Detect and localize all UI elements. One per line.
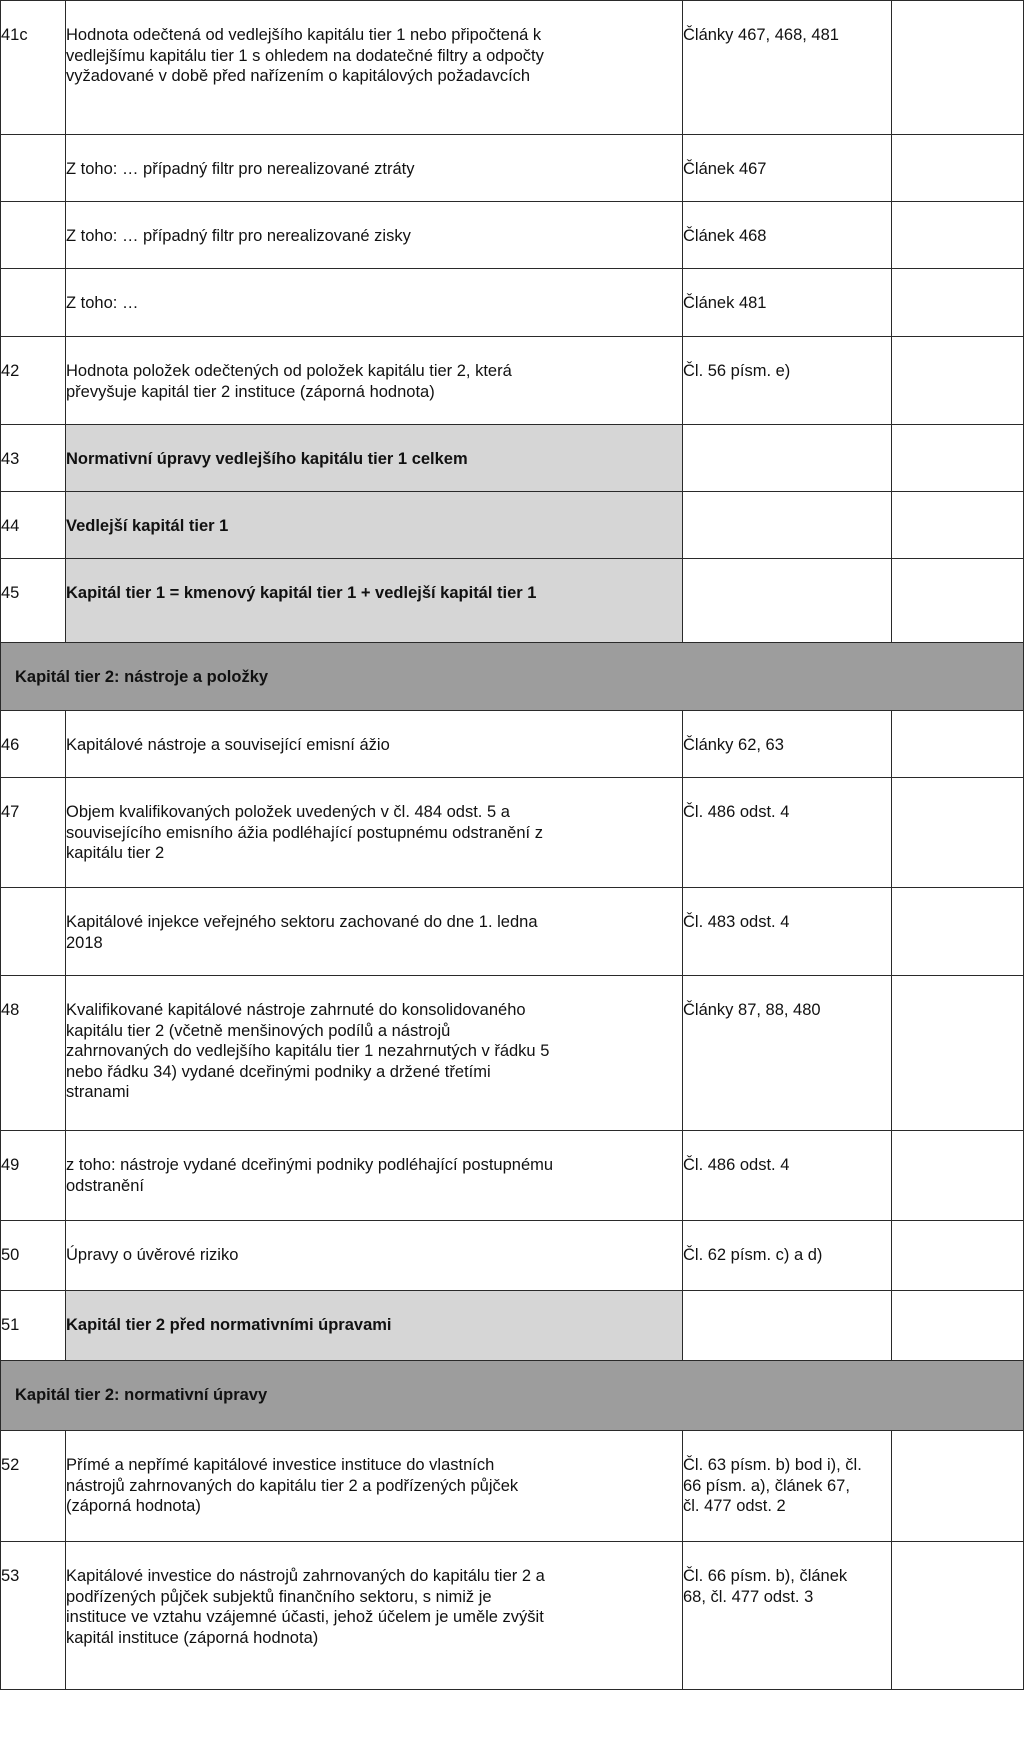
value-cell <box>892 1131 1024 1221</box>
table-row <box>1 135 1024 202</box>
value-cell <box>892 1542 1024 1690</box>
value-cell <box>892 888 1024 976</box>
regulation-reference: Čl. 483 odst. 4 <box>683 888 892 976</box>
table-row <box>1 337 1024 425</box>
value-cell <box>892 1291 1024 1361</box>
regulation-reference <box>683 492 892 559</box>
value-cell <box>892 778 1024 888</box>
value-cell <box>892 976 1024 1131</box>
table-row <box>1 269 1024 337</box>
regulation-reference: Čl. 62 písm. c) a d) <box>683 1221 892 1291</box>
table-row <box>1 1 1024 135</box>
row-description: Hodnota odečtená od vedlejšího kapitálu tier 1 nebo připočtená k vedlejšímu kapitálu tier 1 s ohledem na dodatečné filtry a odpočty vyžadované v době před nařízením o kapitálových požadavcích <box>66 1 683 135</box>
row-number: 46 <box>1 711 66 778</box>
section-header-row <box>1 643 1024 711</box>
value-cell <box>892 559 1024 643</box>
row-number: 52 <box>1 1431 66 1542</box>
table-row <box>1 559 1024 643</box>
regulation-reference <box>683 425 892 492</box>
table-row <box>1 425 1024 492</box>
row-description: Kapitálové nástroje a související emisní ážio <box>66 711 683 778</box>
row-number <box>1 202 66 269</box>
table-row <box>1 202 1024 269</box>
regulation-reference: Článek 481 <box>683 269 892 337</box>
row-number: 44 <box>1 492 66 559</box>
value-cell <box>892 492 1024 559</box>
table-row <box>1 1431 1024 1542</box>
row-number: 42 <box>1 337 66 425</box>
regulation-reference: Čl. 63 písm. b) bod i), čl. 66 písm. a), článek 67, čl. 477 odst. 2 <box>683 1431 892 1542</box>
row-number: 43 <box>1 425 66 492</box>
table-row <box>1 1291 1024 1361</box>
regulation-reference: Článek 467 <box>683 135 892 202</box>
row-number: 49 <box>1 1131 66 1221</box>
section-header-row <box>1 1361 1024 1431</box>
value-cell <box>892 337 1024 425</box>
row-number: 41c <box>1 1 66 135</box>
table-row <box>1 778 1024 888</box>
table-row <box>1 492 1024 559</box>
row-description: Kapitálové investice do nástrojů zahrnovaných do kapitálu tier 2 a podřízených půjček subjektů finančního sektoru, s nimiž je instituce ve vztahu vzájemné účasti, jehož účelem je uměle zvýšit kapitál instituce (záporná hodnota) <box>66 1542 683 1690</box>
regulation-reference: Čl. 486 odst. 4 <box>683 1131 892 1221</box>
row-number: 51 <box>1 1291 66 1361</box>
value-cell <box>892 711 1024 778</box>
row-description: Normativní úpravy vedlejšího kapitálu tier 1 celkem <box>66 425 683 492</box>
regulation-reference <box>683 559 892 643</box>
row-number: 47 <box>1 778 66 888</box>
row-description: Z toho: … <box>66 269 683 337</box>
row-description: Hodnota položek odečtených od položek kapitálu tier 2, která převyšuje kapitál tier 2 instituce (záporná hodnota) <box>66 337 683 425</box>
row-description: Přímé a nepřímé kapitálové investice instituce do vlastních nástrojů zahrnovaných do kapitálu tier 2 a podřízených půjček (záporná hodnota) <box>66 1431 683 1542</box>
row-description: Vedlejší kapitál tier 1 <box>66 492 683 559</box>
section-heading: Kapitál tier 2: nástroje a položky <box>1 643 1024 711</box>
table-row <box>1 888 1024 976</box>
row-description: Kapitál tier 1 = kmenový kapitál tier 1 + vedlejší kapitál tier 1 <box>66 559 683 643</box>
row-number <box>1 269 66 337</box>
row-number: 50 <box>1 1221 66 1291</box>
row-number <box>1 135 66 202</box>
row-number: 45 <box>1 559 66 643</box>
value-cell <box>892 1431 1024 1542</box>
row-number <box>1 888 66 976</box>
regulation-reference <box>683 1291 892 1361</box>
row-description: Úpravy o úvěrové riziko <box>66 1221 683 1291</box>
table-row <box>1 1131 1024 1221</box>
row-description: Z toho: … případný filtr pro nerealizované ztráty <box>66 135 683 202</box>
row-number: 53 <box>1 1542 66 1690</box>
regulation-reference: Články 467, 468, 481 <box>683 1 892 135</box>
value-cell <box>892 1 1024 135</box>
row-number: 48 <box>1 976 66 1131</box>
regulation-reference: Čl. 66 písm. b), článek 68, čl. 477 odst. 3 <box>683 1542 892 1690</box>
regulation-reference: Čl. 56 písm. e) <box>683 337 892 425</box>
value-cell <box>892 425 1024 492</box>
regulation-reference: Články 87, 88, 480 <box>683 976 892 1131</box>
value-cell <box>892 135 1024 202</box>
table-row <box>1 976 1024 1131</box>
value-cell <box>892 269 1024 337</box>
value-cell <box>892 1221 1024 1291</box>
section-heading: Kapitál tier 2: normativní úpravy <box>1 1361 1024 1431</box>
regulation-reference: Články 62, 63 <box>683 711 892 778</box>
row-description: z toho: nástroje vydané dceřinými podniky podléhající postupnému odstranění <box>66 1131 683 1221</box>
row-description: Z toho: … případný filtr pro nerealizované zisky <box>66 202 683 269</box>
row-description: Kvalifikované kapitálové nástroje zahrnuté do konsolidovaného kapitálu tier 2 (včetně menšinových podílů a nástrojů zahrnovaných do vedlejšího kapitálu tier 1 nezahrnutých v řádku 5 nebo řádku 34) vydané dceřinými podniky a držené třetími stranami <box>66 976 683 1131</box>
regulation-reference: Čl. 486 odst. 4 <box>683 778 892 888</box>
value-cell <box>892 202 1024 269</box>
row-description: Kapitálové injekce veřejného sektoru zachované do dne 1. ledna 2018 <box>66 888 683 976</box>
table-row <box>1 711 1024 778</box>
table-row <box>1 1542 1024 1690</box>
regulation-reference: Článek 468 <box>683 202 892 269</box>
table-row <box>1 1221 1024 1291</box>
row-description: Objem kvalifikovaných položek uvedených v čl. 484 odst. 5 a souvisejícího emisního ážia podléhající postupnému odstranění z kapitálu tier 2 <box>66 778 683 888</box>
row-description: Kapitál tier 2 před normativními úpravami <box>66 1291 683 1361</box>
